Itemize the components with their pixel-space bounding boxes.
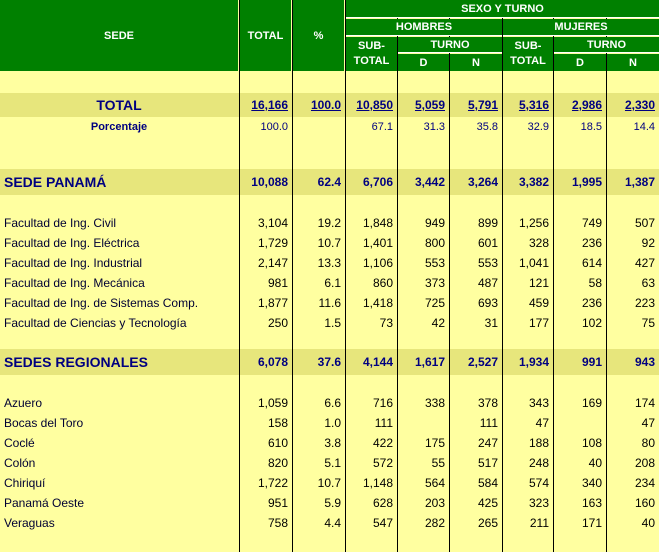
row-value: 425 bbox=[477, 496, 498, 510]
faculty-row bbox=[0, 313, 659, 333]
row-label: Panamá Oeste bbox=[4, 496, 85, 510]
row-value: 1,995 bbox=[571, 175, 602, 189]
header-h-subtotal bbox=[346, 37, 397, 71]
header-h-subtotal-line1: SUB- bbox=[358, 40, 385, 52]
row-value: 1,877 bbox=[257, 296, 288, 310]
row-value: 13.3 bbox=[317, 256, 341, 270]
row-value: 188 bbox=[528, 436, 549, 450]
row-value: 749 bbox=[581, 216, 602, 230]
row-value: 1,848 bbox=[362, 216, 393, 230]
row-value: 160 bbox=[634, 496, 655, 510]
row-value: 73 bbox=[379, 316, 393, 330]
row-value: 328 bbox=[528, 236, 549, 250]
row-value: 121 bbox=[528, 276, 549, 290]
row-label: Chiriquí bbox=[4, 476, 46, 490]
row-value: 75 bbox=[641, 316, 655, 330]
row-value: 31.3 bbox=[423, 121, 445, 133]
row-value: 517 bbox=[477, 456, 498, 470]
sede-panama-row bbox=[0, 172, 659, 192]
row-value: 507 bbox=[634, 216, 655, 230]
header-m-n: N bbox=[607, 54, 659, 71]
row-value: 323 bbox=[528, 496, 549, 510]
regional-row bbox=[0, 393, 659, 413]
faculty-row bbox=[0, 273, 659, 293]
row-value: 5,316 bbox=[518, 98, 549, 112]
header-h-subtotal-line2: TOTAL bbox=[353, 55, 390, 67]
row-value: 265 bbox=[477, 516, 498, 530]
row-value bbox=[554, 413, 606, 433]
row-value: 1,934 bbox=[518, 355, 549, 369]
row-value: 343 bbox=[528, 396, 549, 410]
row-value: 47 bbox=[641, 416, 655, 430]
row-value: 31 bbox=[484, 316, 498, 330]
row-value: 175 bbox=[424, 436, 445, 450]
row-value: 860 bbox=[372, 276, 393, 290]
row-value: 1,722 bbox=[257, 476, 288, 490]
row-value: 547 bbox=[372, 516, 393, 530]
row-label: SEDES REGIONALES bbox=[4, 354, 148, 370]
total-row bbox=[0, 95, 659, 115]
row-value: 2,147 bbox=[257, 256, 288, 270]
row-value: 6,706 bbox=[362, 175, 393, 189]
header-m-subtotal bbox=[503, 37, 553, 71]
row-value: 40 bbox=[588, 456, 602, 470]
row-value: 174 bbox=[634, 396, 655, 410]
row-value: 338 bbox=[424, 396, 445, 410]
row-value: 37.6 bbox=[317, 355, 341, 369]
faculty-row bbox=[0, 253, 659, 273]
row-value: 1,387 bbox=[624, 175, 655, 189]
regional-row bbox=[0, 473, 659, 493]
header-hombres: HOMBRES bbox=[346, 19, 502, 36]
row-label: Facultad de Ing. Eléctrica bbox=[4, 236, 140, 250]
row-value: 5.9 bbox=[324, 496, 341, 510]
row-value: 564 bbox=[424, 476, 445, 490]
row-value: 1,401 bbox=[362, 236, 393, 250]
faculty-row bbox=[0, 293, 659, 313]
row-value: 2,527 bbox=[467, 355, 498, 369]
row-label: TOTAL bbox=[96, 97, 142, 113]
row-value: 378 bbox=[477, 396, 498, 410]
row-value: 211 bbox=[529, 516, 549, 530]
row-value: 2,330 bbox=[624, 98, 655, 112]
row-label: Facultad de Ing. de Sistemas Comp. bbox=[4, 296, 199, 310]
row-label: Bocas del Toro bbox=[4, 416, 84, 430]
row-value: 67.1 bbox=[371, 121, 393, 133]
row-value: 177 bbox=[528, 316, 549, 330]
header-h-turno: TURNO bbox=[398, 37, 502, 53]
porcentaje-row bbox=[0, 117, 659, 137]
row-value: 6.1 bbox=[324, 276, 341, 290]
regional-row bbox=[0, 433, 659, 453]
row-value: 250 bbox=[267, 316, 288, 330]
row-label: Colón bbox=[4, 456, 36, 470]
row-value: 340 bbox=[581, 476, 602, 490]
row-value: 3,264 bbox=[467, 175, 498, 189]
row-value: 553 bbox=[424, 256, 445, 270]
row-value: 1,418 bbox=[362, 296, 393, 310]
row-value: 949 bbox=[424, 216, 445, 230]
row-value: 3,104 bbox=[257, 216, 288, 230]
header-sexo-turno: SEXO Y TURNO bbox=[346, 0, 659, 18]
row-value: 234 bbox=[634, 476, 655, 490]
row-value: 163 bbox=[581, 496, 602, 510]
row-value: 236 bbox=[581, 296, 602, 310]
row-value: 1,256 bbox=[518, 216, 549, 230]
row-value: 169 bbox=[581, 396, 602, 410]
row-value: 47 bbox=[535, 416, 549, 430]
row-value: 35.8 bbox=[476, 121, 498, 133]
row-value: 102 bbox=[581, 316, 602, 330]
header-m-subtotal-line2: TOTAL bbox=[510, 55, 546, 67]
row-value: 3.8 bbox=[324, 436, 341, 450]
row-value: 991 bbox=[581, 355, 602, 369]
row-value: 10,088 bbox=[251, 175, 288, 189]
row-label: Coclé bbox=[4, 436, 35, 450]
row-value: 2,986 bbox=[571, 98, 602, 112]
row-value: 247 bbox=[477, 436, 498, 450]
row-value: 422 bbox=[372, 436, 393, 450]
row-value: 553 bbox=[477, 256, 498, 270]
row-value: 63 bbox=[641, 276, 655, 290]
header-mujeres: MUJERES bbox=[503, 19, 659, 36]
row-value: 5,791 bbox=[467, 98, 498, 112]
header-pct: % bbox=[293, 0, 344, 71]
row-label: Facultad de Ciencias y Tecnología bbox=[4, 316, 187, 330]
row-value: 610 bbox=[267, 436, 288, 450]
row-value: 758 bbox=[267, 516, 288, 530]
row-value: 981 bbox=[267, 276, 288, 290]
row-value: 16,166 bbox=[251, 98, 288, 112]
row-label: SEDE PANAMÁ bbox=[4, 174, 107, 190]
row-value: 14.4 bbox=[633, 121, 655, 133]
row-value: 100.0 bbox=[260, 121, 288, 133]
faculty-row bbox=[0, 213, 659, 233]
row-value: 158 bbox=[267, 416, 288, 430]
row-value: 203 bbox=[424, 496, 445, 510]
row-value bbox=[293, 117, 345, 137]
row-value: 58 bbox=[588, 276, 602, 290]
row-value: 92 bbox=[641, 236, 655, 250]
row-value: 899 bbox=[477, 216, 498, 230]
row-value: 572 bbox=[372, 456, 393, 470]
row-value: 1,059 bbox=[257, 396, 288, 410]
faculty-row bbox=[0, 233, 659, 253]
row-label: Veraguas bbox=[4, 516, 55, 530]
row-value: 6.6 bbox=[324, 396, 341, 410]
row-value: 1,148 bbox=[362, 476, 393, 490]
row-value: 1,106 bbox=[362, 256, 393, 270]
row-value: 40 bbox=[641, 516, 655, 530]
row-value: 427 bbox=[634, 256, 655, 270]
row-value: 32.9 bbox=[527, 121, 549, 133]
row-value: 1,729 bbox=[257, 236, 288, 250]
row-value: 1.0 bbox=[324, 416, 341, 430]
row-value: 3,442 bbox=[414, 175, 445, 189]
row-value: 5.1 bbox=[324, 456, 341, 470]
regional-row bbox=[0, 513, 659, 533]
row-value: 1.5 bbox=[324, 316, 341, 330]
header-h-n: N bbox=[450, 54, 502, 71]
row-value: 100.0 bbox=[310, 98, 341, 112]
row-value: 10,850 bbox=[356, 98, 393, 112]
row-value: 373 bbox=[424, 276, 445, 290]
header-m-turno: TURNO bbox=[554, 37, 659, 53]
row-value: 80 bbox=[641, 436, 655, 450]
row-label: Facultad de Ing. Mecánica bbox=[4, 276, 145, 290]
row-value: 42 bbox=[431, 316, 445, 330]
row-value: 55 bbox=[431, 456, 445, 470]
row-value: 208 bbox=[634, 456, 655, 470]
row-value: 108 bbox=[581, 436, 602, 450]
row-value: 282 bbox=[424, 516, 445, 530]
header-m-d: D bbox=[554, 54, 606, 71]
row-value: 4,144 bbox=[362, 355, 393, 369]
row-value: 4.4 bbox=[324, 516, 341, 530]
header-total: TOTAL bbox=[240, 0, 291, 71]
row-value: 601 bbox=[477, 236, 498, 250]
row-value: 11.6 bbox=[318, 296, 341, 310]
row-value: 5,059 bbox=[414, 98, 445, 112]
row-value: 111 bbox=[479, 416, 498, 430]
row-value: 10.7 bbox=[317, 236, 341, 250]
row-value: 693 bbox=[477, 296, 498, 310]
row-label: Azuero bbox=[4, 396, 43, 410]
row-value: 943 bbox=[634, 355, 655, 369]
row-value: 1,041 bbox=[518, 256, 549, 270]
row-value: 18.5 bbox=[580, 121, 602, 133]
header-m-subtotal-line1: SUB- bbox=[514, 40, 542, 52]
row-value: 614 bbox=[581, 256, 602, 270]
row-value: 459 bbox=[528, 296, 549, 310]
regional-row bbox=[0, 493, 659, 513]
row-label: Facultad de Ing. Industrial bbox=[4, 256, 143, 270]
regional-row bbox=[0, 413, 659, 433]
row-value: 19.2 bbox=[317, 216, 341, 230]
row-value: 248 bbox=[528, 456, 549, 470]
row-value: 584 bbox=[477, 476, 498, 490]
row-value: 574 bbox=[528, 476, 549, 490]
row-value: 1,617 bbox=[414, 355, 445, 369]
header-h-d: D bbox=[398, 54, 449, 71]
row-value: 3,382 bbox=[518, 175, 549, 189]
regional-row bbox=[0, 453, 659, 473]
row-value bbox=[398, 413, 449, 433]
row-label: Porcentaje bbox=[90, 121, 148, 133]
row-value: 10.7 bbox=[317, 476, 341, 490]
row-value: 628 bbox=[372, 496, 393, 510]
header-sede: SEDE bbox=[0, 0, 238, 71]
row-value: 171 bbox=[581, 516, 602, 530]
sedes-regionales-row bbox=[0, 352, 659, 372]
row-value: 6,078 bbox=[257, 355, 288, 369]
row-value: 223 bbox=[634, 296, 655, 310]
row-label: Facultad de Ing. Civil bbox=[4, 216, 117, 230]
row-value: 487 bbox=[477, 276, 498, 290]
row-value: 725 bbox=[424, 296, 445, 310]
row-value: 62.4 bbox=[317, 175, 341, 189]
row-value: 951 bbox=[267, 496, 288, 510]
row-value: 111 bbox=[374, 416, 393, 430]
row-value: 716 bbox=[372, 396, 393, 410]
row-value: 236 bbox=[581, 236, 602, 250]
row-value: 800 bbox=[424, 236, 445, 250]
row-value: 820 bbox=[267, 456, 288, 470]
